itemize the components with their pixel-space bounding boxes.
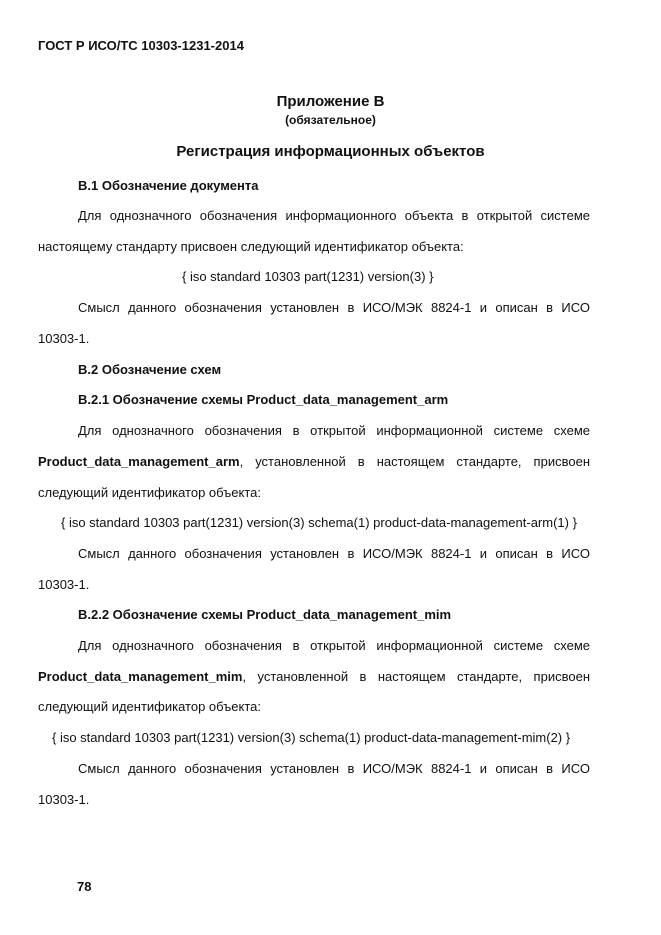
b1-para2-line2: 10303-1. [38,331,90,346]
page-number: 78 [77,879,92,894]
section-title: Регистрация информационных объектов [176,143,485,160]
b22-para1-line2-rest: , установленной в настоящем стандарте, присвоен [242,669,590,684]
b21-para1-line2-rest: , установленной в настоящем стандарте, присвоен [239,454,590,469]
schema-name-mim: Product_data_management_mim [38,669,243,684]
b22-para2-line2: 10303-1. [38,792,90,807]
b21-heading: В.2.1 Обозначение схемы Product_data_management_arm [78,392,449,407]
b22-para1-line2 [38,669,590,685]
b22-para1-line3: следующий идентификатор объекта: [38,699,262,714]
schema-name-arm: Product_data_management_arm [38,454,240,469]
b1-para1-line2: настоящему стандарту присвоен следующий идентификатор объекта: [38,239,464,254]
b22-identifier: { iso standard 10303 part(1231) version(3) schema(1) product-data-management-mim(2) } [52,730,571,745]
appendix-subtitle: (обязательное) [285,113,376,127]
b1-para2-line1: Смысл данного обозначения установлен в ИСО/МЭК 8824-1 и описан в ИСО [78,300,590,315]
b22-heading: В.2.2 Обозначение схемы Product_data_management_mim [78,607,452,622]
b1-identifier: { iso standard 10303 part(1231) version(3) } [182,269,434,284]
b21-para1-line1: Для однозначного обозначения в открытой информационной системе схеме [78,423,590,438]
b21-identifier: { iso standard 10303 part(1231) version(3) schema(1) product-data-management-arm(1) } [61,515,577,530]
b1-para1-line1: Для однозначного обозначения информационного объекта в открытой системе [78,208,590,223]
b22-para2-line1: Смысл данного обозначения установлен в ИСО/МЭК 8824-1 и описан в ИСО [78,761,590,776]
b21-para2-line2: 10303-1. [38,577,90,592]
b21-para1-line2 [38,454,590,470]
document-code: ГОСТ Р ИСО/ТС 10303-1231-2014 [38,38,244,53]
appendix-title: Приложение В [276,93,385,110]
b21-para2-line1: Смысл данного обозначения установлен в ИСО/МЭК 8824-1 и описан в ИСО [78,546,590,561]
b21-para1-line3: следующий идентификатор объекта: [38,485,262,500]
b1-heading: В.1 Обозначение документа [78,178,259,193]
b2-heading: В.2 Обозначение схем [78,362,222,377]
b22-para1-line1: Для однозначного обозначения в открытой информационной системе схеме [78,638,590,653]
